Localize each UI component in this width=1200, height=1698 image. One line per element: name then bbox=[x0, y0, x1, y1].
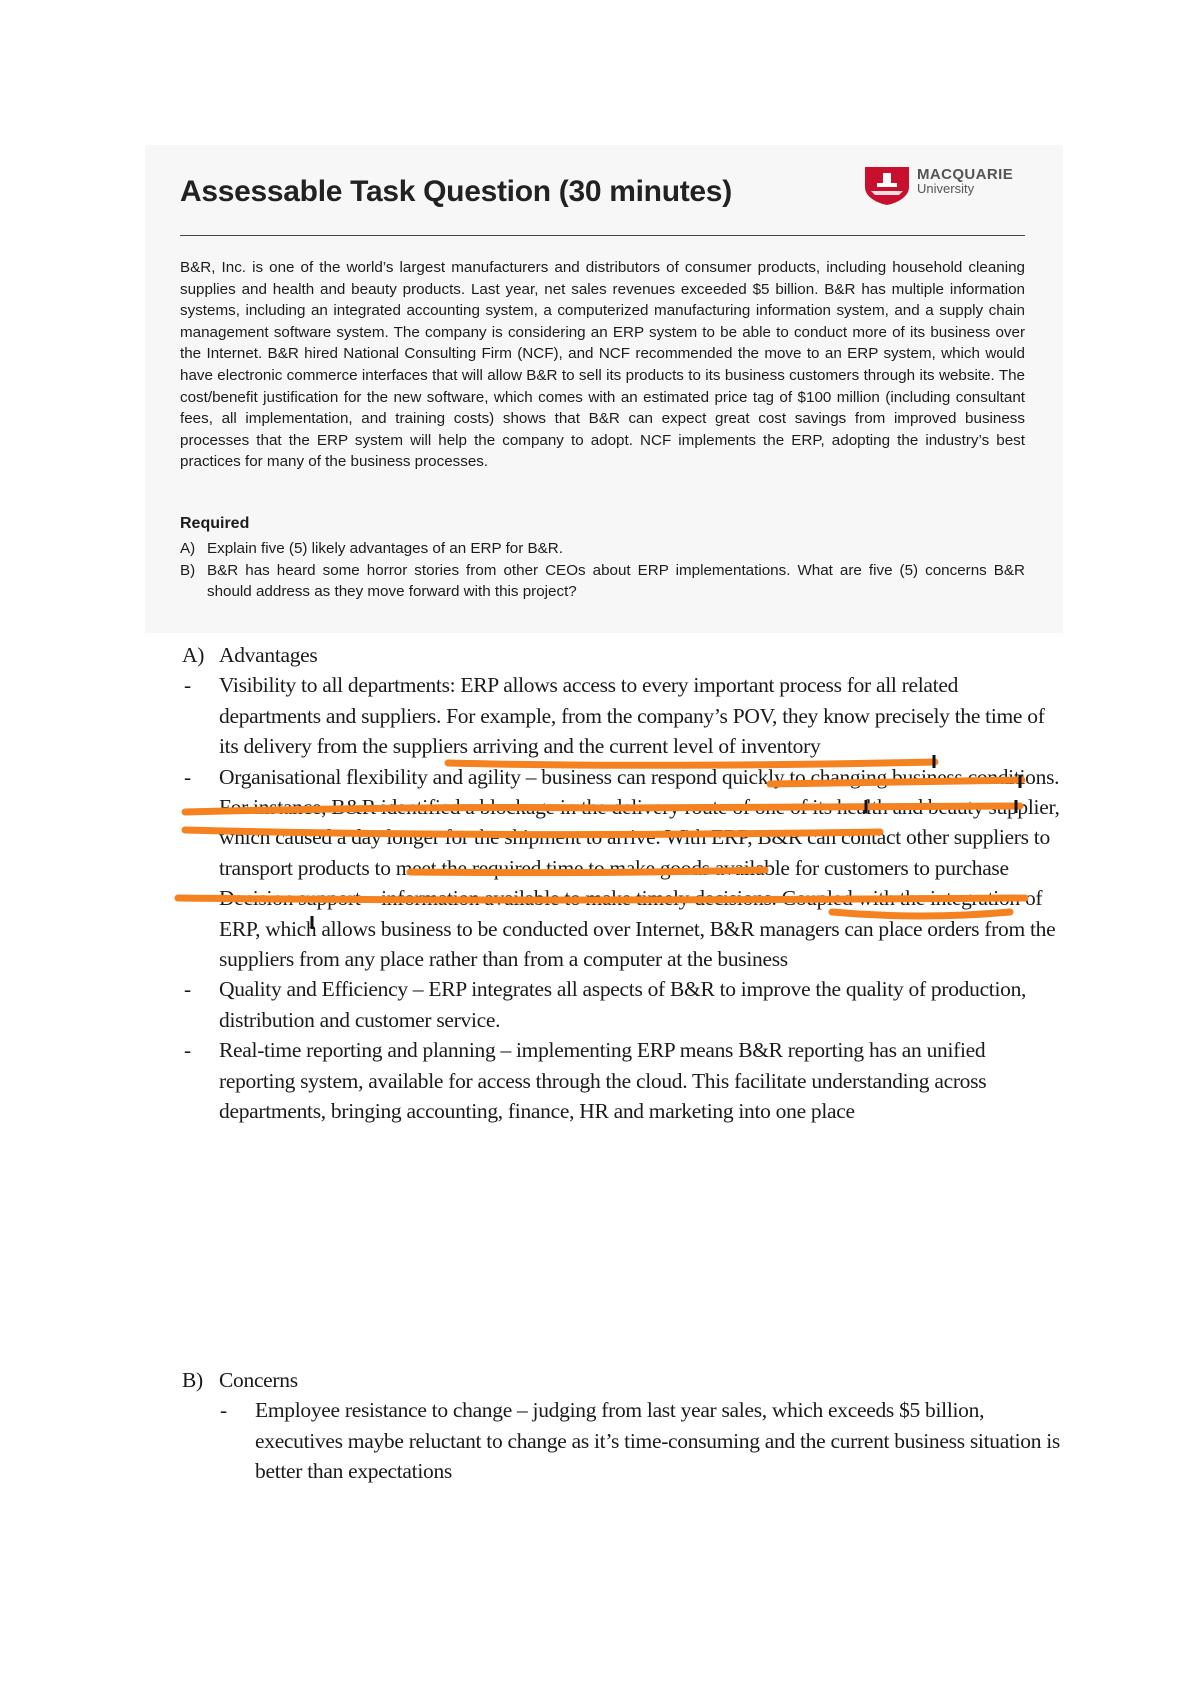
crest-icon bbox=[863, 165, 911, 205]
bullet-dash: - bbox=[184, 673, 191, 698]
section-title: Advantages bbox=[219, 643, 318, 667]
bullet-dash: - bbox=[184, 977, 191, 1002]
list-item bbox=[182, 762, 1062, 884]
list-item bbox=[182, 1395, 1062, 1486]
list-item bbox=[182, 1035, 1062, 1126]
bullet-dash: - bbox=[184, 886, 191, 911]
bullet-dash: - bbox=[184, 1038, 191, 1063]
required-item bbox=[180, 538, 1025, 560]
required-marker: A) bbox=[180, 540, 196, 557]
required-text: Explain five (5) likely advantages of an ERP for B&R. bbox=[207, 540, 563, 557]
section-marker: B) bbox=[182, 1368, 203, 1392]
required-list bbox=[180, 538, 1025, 603]
item-text: Organisational flexibility and agility – business can respond quickly to changing business conditions. For instance, B&R identified a blockage in the delivery route of one of its health and beauty supplier, which caused a day longer for the shipment to arrive. With ERP, B&R can contact other suppliers to transport products to meet the required time to make goods available for customers to purchase bbox=[219, 764, 1060, 880]
bullet-dash: - bbox=[184, 764, 191, 789]
logo-subtitle: University bbox=[917, 181, 975, 196]
item-text: Quality and Efficiency – ERP integrates all aspects of B&R to improve the quality of production, distribution and customer service. bbox=[219, 977, 1027, 1032]
task-question-card bbox=[145, 145, 1063, 633]
required-marker: B) bbox=[180, 561, 196, 579]
list-item bbox=[182, 974, 1062, 1035]
section-heading bbox=[182, 1365, 1062, 1395]
card-title: Assessable Task Question (30 minutes) bbox=[180, 175, 732, 208]
bullet-dash: - bbox=[220, 1398, 227, 1423]
item-text: Decision support – information available to make timely decisions. Coupled with the integration of ERP, which allows business to be conducted over Internet, B&R managers can place orders from the suppliers from any place rather than from a computer at the business bbox=[219, 886, 1056, 972]
answer-section-b bbox=[182, 1365, 1062, 1487]
item-text: Employee resistance to change – judging from last year sales, which exceeds $5 billion, executives maybe reluctant to change as it’s time-consuming and the current business situation is better than expectations bbox=[255, 1398, 1061, 1484]
list-item bbox=[182, 883, 1062, 974]
case-paragraph: B&R, Inc. is one of the world’s largest manufacturers and distributors of consumer products, including household cleaning supplies and health and beauty products. Last year, net sales revenues exceeded $5 billion. B&R has multiple information systems, including an integrated accounting system, a computerized manufacturing information system, and a supply chain management software system. The company is considering an ERP system to be able to conduct more of its business over the Internet. B&R hired National Consulting Firm (NCF), and NCF recommended the move to an ERP system, which would have electronic commerce interfaces that will allow B&R to sell its products to its business customers through its website. The cost/benefit justification for the new software, which comes with an estimated price tag of $100 million (including consultant fees, all implementation, and training costs) shows that B&R can expect great cost savings from improved business processes that the ERP system will help the company to adopt. NCF implements the ERP, adopting the industry’s best practices for many of the business processes. bbox=[180, 259, 1025, 471]
list-item bbox=[182, 670, 1062, 761]
university-logo bbox=[863, 163, 1043, 207]
item-text: Real-time reporting and planning – implementing ERP means B&R reporting has an unified reporting system, available for access through the cloud. This facilitate understanding across departments, bringing accounting, finance, HR and marketing into one place bbox=[219, 1038, 987, 1124]
logo-wordmark: MACQUARIE bbox=[917, 166, 1014, 183]
section-marker: A) bbox=[182, 643, 205, 667]
item-text: Visibility to all departments: ERP allows access to every important process for all related departments and suppliers. For example, from the company’s POV, they know precisely the time of its delivery from the suppliers arriving and the current level of inventory bbox=[219, 673, 1045, 759]
required-item bbox=[180, 560, 1025, 603]
required-heading: Required bbox=[180, 515, 250, 532]
answer-section-a bbox=[182, 640, 1062, 1126]
title-divider bbox=[180, 235, 1025, 236]
advantages-list bbox=[182, 670, 1062, 1126]
section-heading bbox=[182, 640, 1062, 670]
section-title: Concerns bbox=[219, 1368, 298, 1392]
required-text: B&R has heard some horror stories from other CEOs about ERP implementations. What are five (5) concerns B&R should address as they move forward with this project? bbox=[207, 561, 1025, 601]
concerns-list bbox=[182, 1395, 1062, 1486]
